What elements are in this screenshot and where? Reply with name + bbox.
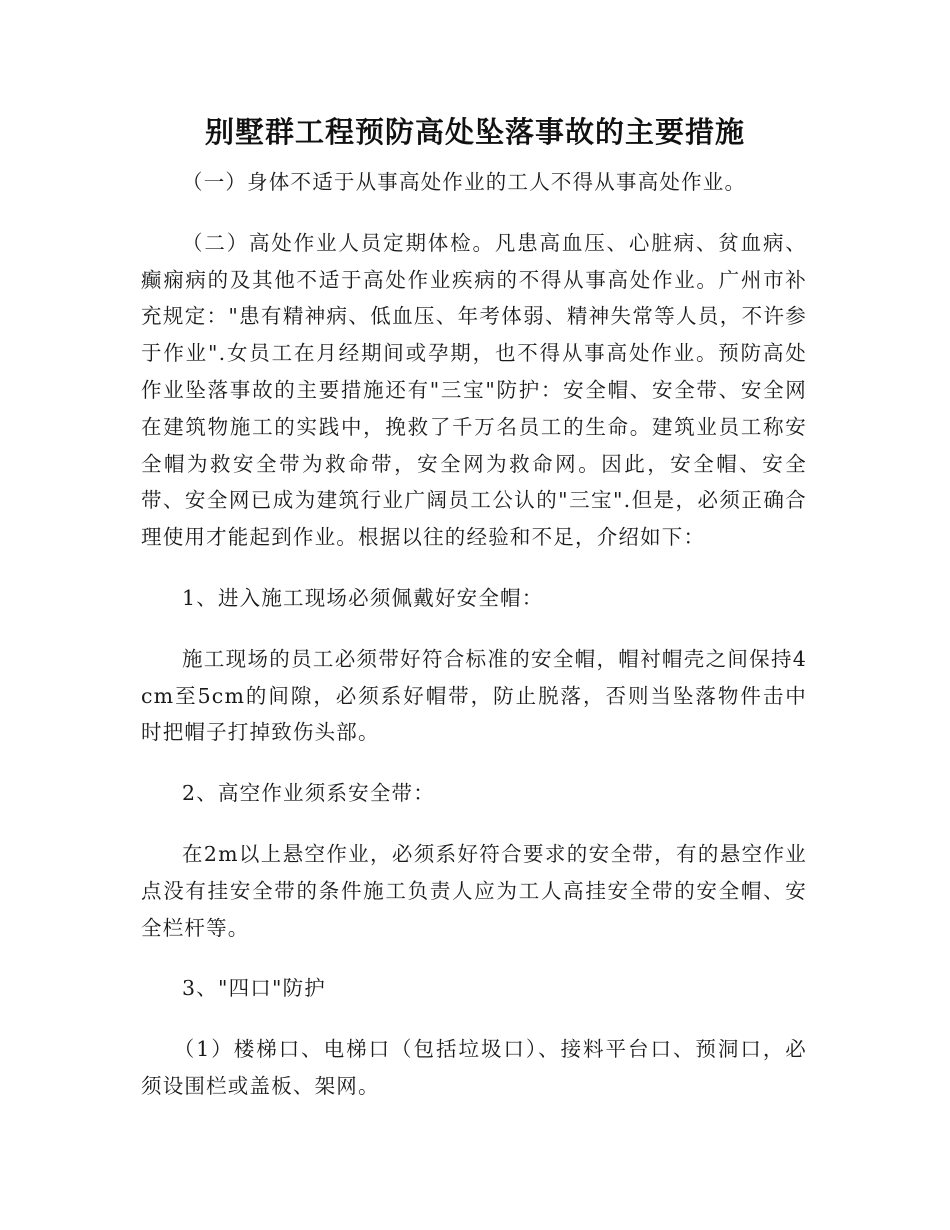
paragraph-helmet: 施工现场的员工必须带好符合标准的安全帽，帽衬帽壳之间保持4cm至5cm的间隙，必须系好帽带，防止脱落，否则当坠落物件击中时把帽子打掉致伤头部。 — [141, 646, 807, 745]
paragraph-four-openings: （1）楼梯口、电梯口（包括垃圾口）、接料平台口、预洞口，必须设围栏或盖板、架网。 — [141, 1037, 807, 1098]
paragraph-1: （一）身体不适于从事高处作业的工人不得从事高处作业。 — [182, 170, 747, 194]
paragraph-2: （二）高处作业人员定期体检。凡患高血压、心脏病、贫血病、癫痫病的及其他不适于高处作业疾病的不得从事高处作业。广州市补充规定："患有精神病、低血压、年考体弱、精神失常等人员，不许参于作业".女员工在月经期间或孕期，也不得从事高处作业。预防高处作业坠落事故的主要措施还有"三宝"防护：安全帽、安全带、安全网在建筑物施工的实践中，挽救了千万名员工的生命。建筑业员工称安全帽为救安全带为救命带，安全网为救命网。因此，安全帽、安全带、安全网已成为建筑行业广阔员工公认的"三宝".但是，必须正确合理使用才能起到作业。根据以往的经验和不足，介绍如下： — [141, 230, 807, 550]
heading-helmet: 1、进入施工现场必须佩戴好安全帽： — [182, 585, 544, 610]
heading-four-openings: 3、"四口"防护 — [182, 976, 327, 1001]
heading-safety-belt: 2、高空作业须系安全带： — [182, 781, 435, 806]
document-body — [141, 164, 807, 1129]
paragraph-safety-belt: 在2m以上悬空作业，必须系好符合要求的安全带，有的悬空作业点没有挂安全带的条件施工负责人应为工人高挂安全带的安全帽、安全栏杆等。 — [141, 841, 807, 940]
document-title: 别墅群工程预防高处坠落事故的主要措施 — [204, 115, 745, 149]
